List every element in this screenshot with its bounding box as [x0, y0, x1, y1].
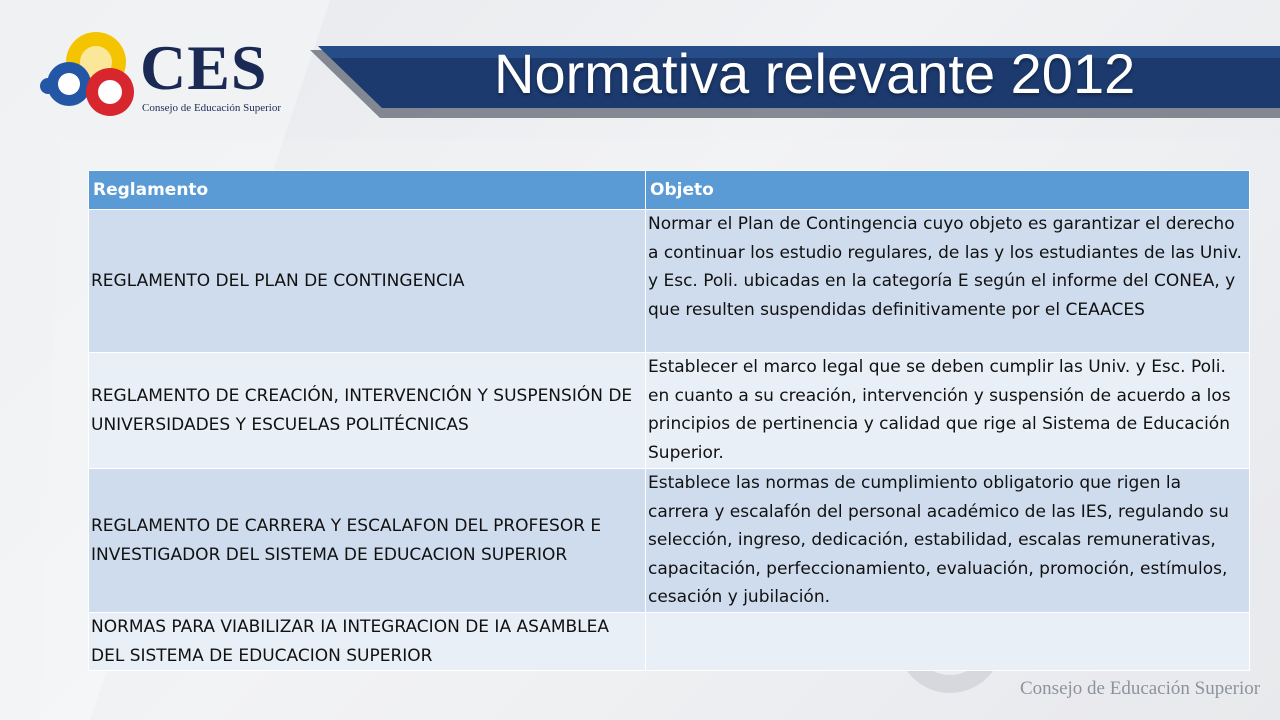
slide-title: Normativa relevante 2012: [494, 42, 1136, 105]
header-reglamento: Reglamento: [89, 171, 646, 210]
table-row: [89, 469, 1250, 613]
ces-logo: [36, 26, 286, 122]
table-row: [89, 210, 1250, 353]
table-header-row: [89, 171, 1250, 210]
header-objeto: Objeto: [646, 171, 1250, 210]
objeto-cell: Establece las normas de cumplimiento obligatorio que rigen la carrera y escalafón del personal académico de las IES, regulando su selección, ingreso, dedicación, estabilidad, escalas remunerativas, capacitación, perfeccionamiento, evaluación, promoción, estímulos, cesación y jubilación.: [646, 469, 1250, 613]
reglamento-cell: NORMAS PARA VIABILIZAR IA INTEGRACION DE IA ASAMBLEA DEL SISTEMA DE EDUCACION SUPERIOR: [89, 613, 646, 671]
table-row: [89, 353, 1250, 469]
reglamento-cell: REGLAMENTO DE CREACIÓN, INTERVENCIÓN Y SUSPENSIÓN DE UNIVERSIDADES Y ESCUELAS POLITÉCNICAS: [89, 353, 646, 469]
objeto-cell: Establecer el marco legal que se deben cumplir las Univ. y Esc. Poli. en cuanto a su creación, intervención y suspensión de acuerdo a los principios de pertinencia y calidad que rige al Sistema de Educación Superior.: [646, 353, 1250, 469]
logo-subtitle: Consejo de Educación Superior: [142, 102, 281, 114]
ces-logo-icon: [36, 26, 136, 122]
objeto-cell: Normar el Plan de Contingencia cuyo objeto es garantizar el derecho a continuar los estudio regulares, de las y los estudiantes de las Univ. y Esc. Poli. ubicadas en la categoría E según el informe del CONEA, y que resulten suspendidas definitivamente por el CEAACES: [646, 210, 1250, 353]
table-row: [89, 613, 1250, 671]
normativa-table: [88, 170, 1250, 671]
reglamento-cell: REGLAMENTO DEL PLAN DE CONTINGENCIA: [89, 210, 646, 353]
logo-text: CES: [140, 32, 268, 103]
objeto-cell: [646, 613, 1250, 671]
watermark-text: Consejo de Educación Superior: [1020, 678, 1261, 699]
reglamento-cell: REGLAMENTO DE CARRERA Y ESCALAFON DEL PROFESOR E INVESTIGADOR DEL SISTEMA DE EDUCACION SUPERIOR: [89, 469, 646, 613]
